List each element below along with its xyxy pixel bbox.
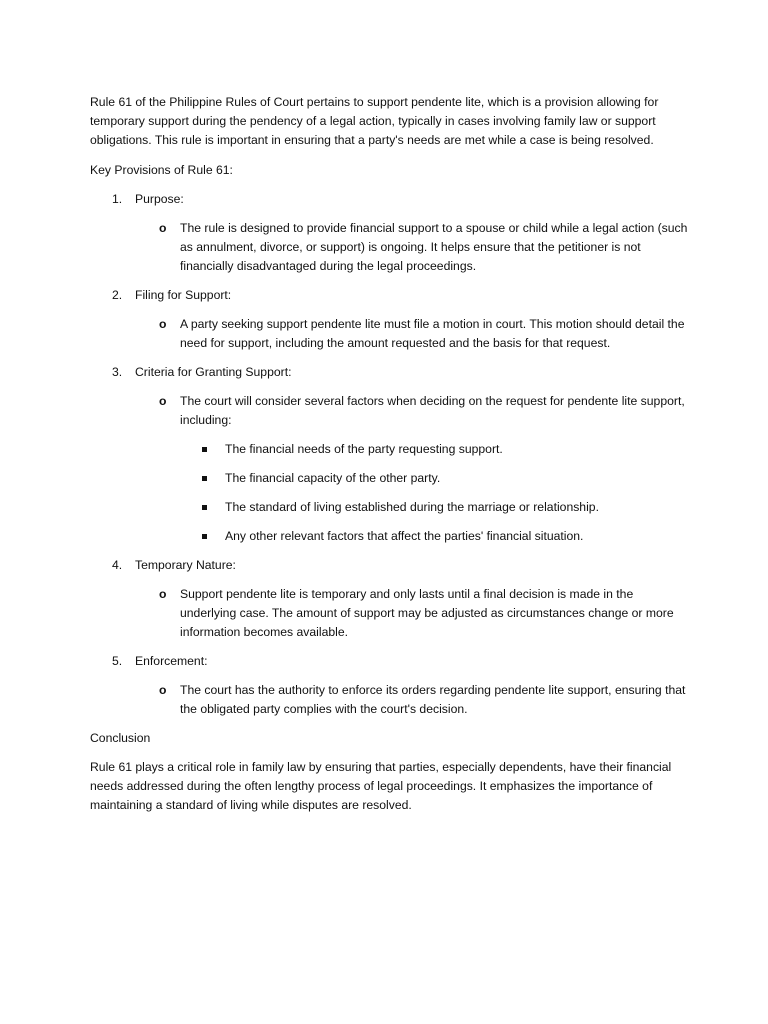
provision-title: Filing for Support: (135, 288, 232, 302)
circle-bullet-icon: o (159, 587, 167, 601)
provision-title: Criteria for Granting Support: (135, 365, 292, 379)
square-bullet-icon (202, 447, 207, 452)
intro-paragraph: Rule 61 of the Philippine Rules of Court pertains to support pendente lite, which is a provision allowing for temporary support during the pendency of a legal action, typically in cases involving family law or support obligations. This rule is important in ensuring that a party's needs are met while a case is being resolved. (90, 95, 659, 147)
provision-title: Purpose: (135, 192, 184, 206)
conclusion-paragraph: Rule 61 plays a critical role in family law by ensuring that parties, especially dependents, have their financial needs addressed during the often lengthy process of legal proceedings. It emphasizes the importance of maintaining a standard of living while disputes are resolved. (90, 760, 672, 812)
provision-purpose (90, 190, 690, 276)
provision-title: Enforcement: (135, 654, 208, 668)
provision-temporary (90, 556, 690, 642)
provision-text: The court has the authority to enforce its orders regarding pendente lite support, ensuring that the obligated party complies with the court's decision. (180, 683, 686, 716)
circle-bullet-icon: o (159, 683, 167, 697)
factor-text: The financial needs of the party requesting support. (225, 442, 503, 456)
provision-detail (135, 585, 690, 642)
factor-text: The standard of living established during the marriage or relationship. (225, 500, 599, 514)
circle-bullet-icon: o (159, 394, 167, 408)
circle-bullet-icon: o (159, 221, 167, 235)
provision-criteria (90, 363, 690, 546)
provision-number: 1. (112, 192, 123, 206)
key-provisions-heading: Key Provisions of Rule 61: (90, 163, 233, 177)
square-bullet-icon (202, 534, 207, 539)
provision-filing (90, 286, 690, 353)
factor-text: The financial capacity of the other party. (225, 471, 441, 485)
provision-detail (135, 315, 690, 353)
provision-detail (135, 219, 690, 276)
provision-number: 5. (112, 654, 123, 668)
document-page (90, 93, 690, 815)
factor-item (180, 440, 690, 459)
factor-item (180, 469, 690, 488)
provisions-list (90, 190, 690, 719)
factor-text: Any other relevant factors that affect the parties' financial situation. (225, 529, 584, 543)
circle-bullet-icon: o (159, 317, 167, 331)
provision-number: 4. (112, 558, 123, 572)
factor-item (180, 527, 690, 546)
provision-text: The rule is designed to provide financial support to a spouse or child while a legal action (such as annulment, divorce, or support) is ongoing. It helps ensure that the petitioner is not financially disadvantaged during the legal proceedings. (180, 221, 688, 273)
provision-detail (135, 392, 690, 546)
conclusion-heading: Conclusion (90, 731, 151, 745)
provision-title: Temporary Nature: (135, 558, 236, 572)
provision-number: 2. (112, 288, 123, 302)
square-bullet-icon (202, 476, 207, 481)
provision-detail (135, 681, 690, 719)
provision-text: The court will consider several factors when deciding on the request for pendente lite support, including: (180, 394, 685, 427)
factor-item (180, 498, 690, 517)
square-bullet-icon (202, 505, 207, 510)
provision-enforcement (90, 652, 690, 719)
provision-text: A party seeking support pendente lite must file a motion in court. This motion should detail the need for support, including the amount requested and the basis for that request. (180, 317, 685, 350)
provision-number: 3. (112, 365, 123, 379)
provision-text: Support pendente lite is temporary and only lasts until a final decision is made in the underlying case. The amount of support may be adjusted as circumstances change or more information becomes available. (180, 587, 674, 639)
